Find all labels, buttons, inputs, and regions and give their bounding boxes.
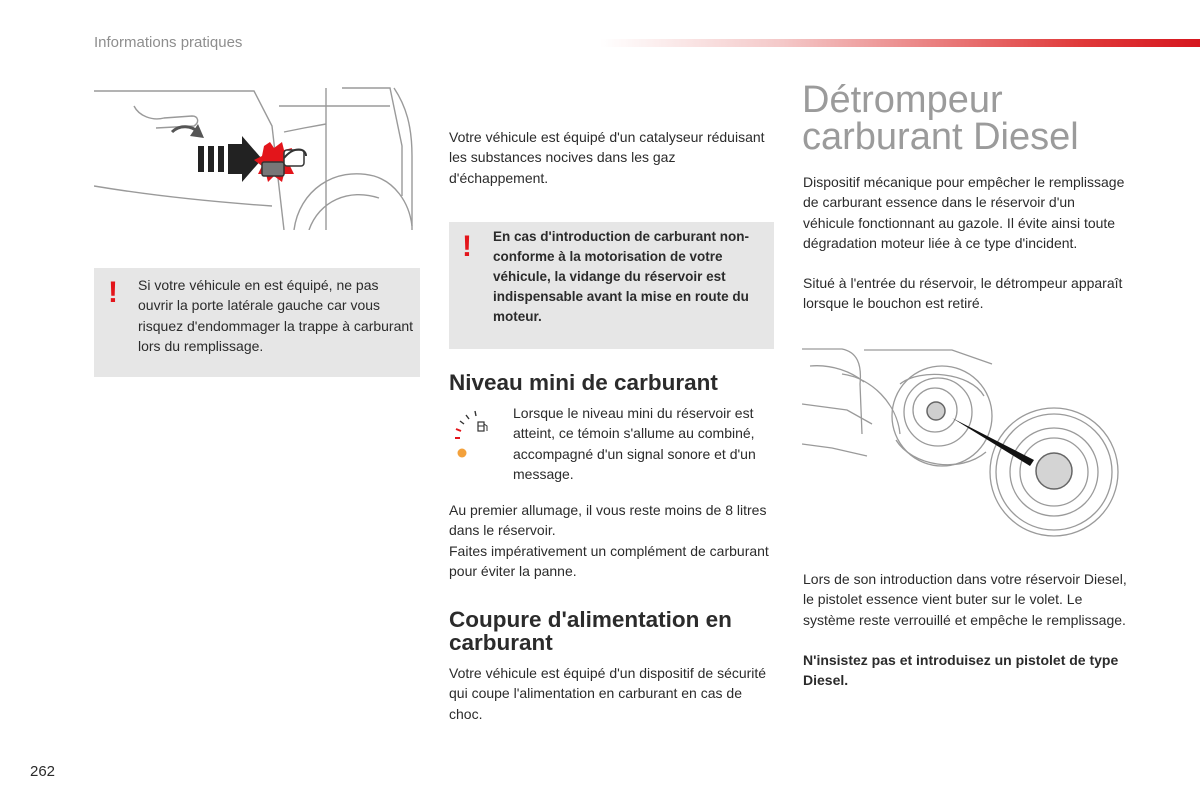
warning-text: Si votre véhicule en est équipé, ne pas ouvrir la porte latérale gauche car vous risquez d'endommager la trappe à carburant lors du remplissage. — [138, 277, 414, 354]
diesel-intro: Dispositif mécanique pour empêcher le remplissage de carburant essence dans le réservoir d'un véhicule fonctionnant au gazole. Il évite ainsi toute dégradation moteur liée à ce type d'incident. — [803, 174, 1125, 251]
diesel-title: Détrompeur carburant Diesel — [802, 79, 1079, 158]
warning-icon: ! — [462, 230, 472, 263]
misfuel-warning-text: En cas d'introduction de carburant non-conforme à la motorisation de votre véhicule, la vidange du réservoir est indispensable avant la mise en route du moteur. — [493, 229, 749, 324]
fuel-min-paragraph-1: Au premier allumage, il vous reste moins de 8 litres dans le réservoir. — [449, 502, 767, 539]
fuel-gauge-icon — [452, 408, 498, 460]
warning-box — [94, 268, 420, 377]
cutoff-heading: Coupure d'alimentation en carburant — [449, 607, 732, 655]
page-number: 262 — [30, 763, 56, 780]
diesel-location: Situé à l'entrée du réservoir, le détrompeur apparaît lorsque le bouchon est retiré. — [803, 275, 1123, 312]
fuel-door-illustration — [94, 86, 420, 230]
cutoff-paragraph: Votre véhicule est équipé d'un dispositif de sécurité qui coupe l'alimentation en carburant en cas de choc. — [449, 665, 767, 722]
diesel-misfuel-illustration — [802, 344, 1124, 556]
diesel-bold-note: N'insistez pas et introduisez un pistolet de type Diesel. — [803, 652, 1119, 689]
diesel-blocking-text: Lors de son introduction dans votre réservoir Diesel, le pistolet essence vient buter sur le volet. Le système reste verrouillé et empêche le remplissage. — [803, 571, 1127, 628]
fuel-min-lamp-text: Lorsque le niveau mini du réservoir est atteint, ce témoin s'allume au combiné, accompagné d'un signal sonore et d'un message. — [513, 405, 756, 482]
section-title: Informations pratiques — [94, 34, 243, 51]
fuel-min-heading: Niveau mini de carburant — [449, 370, 718, 395]
misfuel-warning-box — [449, 222, 774, 349]
fuel-min-paragraph-2: Faites impérativement un complément de carburant pour éviter la panne. — [449, 543, 769, 580]
warning-icon: ! — [108, 276, 118, 309]
catalyst-paragraph: Votre véhicule est équipé d'un catalyseur réduisant les substances nocives dans les gaz d'échappement. — [449, 129, 765, 186]
header-accent-bar — [600, 39, 1200, 47]
